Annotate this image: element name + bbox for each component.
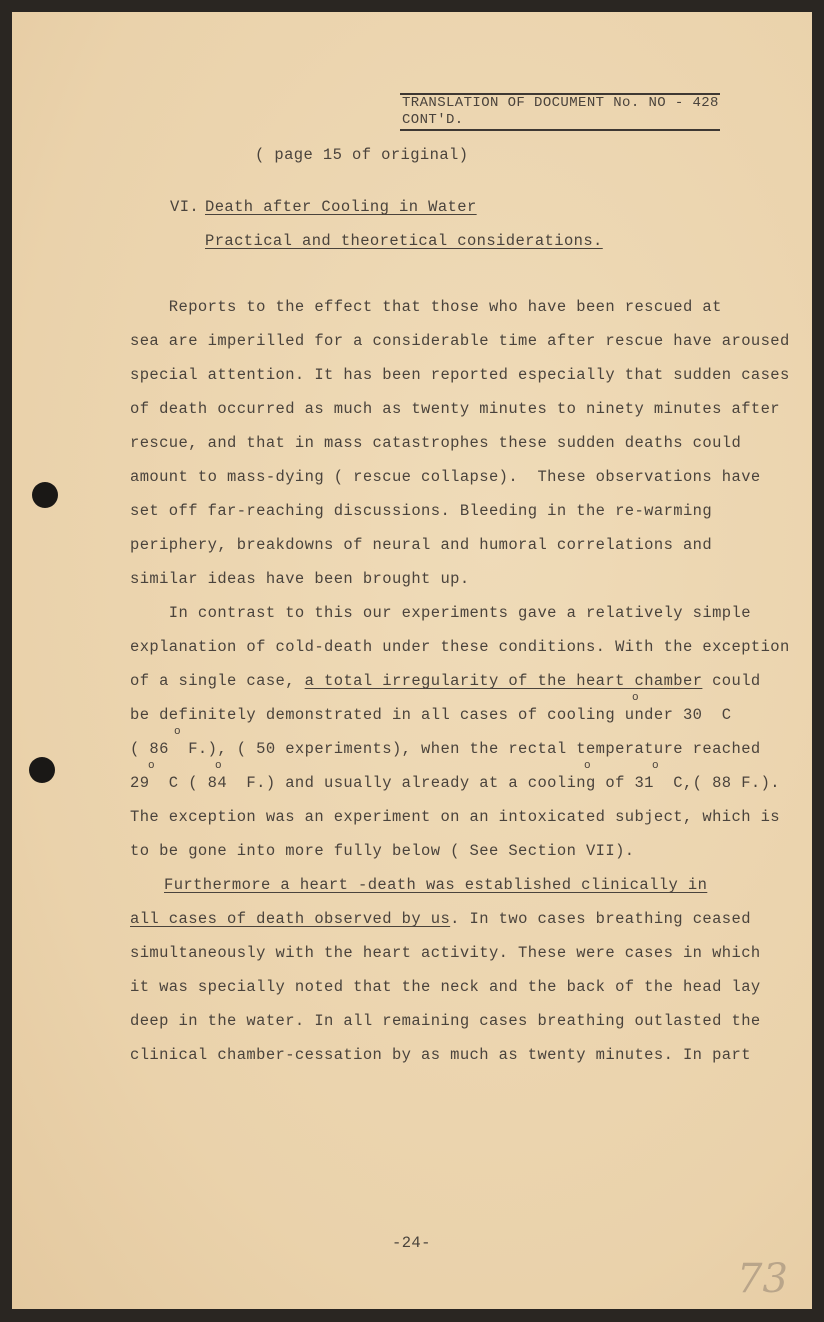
text-segment: of a single case, (130, 672, 305, 690)
text-line: deep in the water. In all remaining cases breathing outlasted the (130, 1012, 761, 1030)
text-line: The exception was an experiment on an intoxicated subject, which is (130, 808, 781, 826)
text-line-with-underline (130, 672, 761, 690)
text-line: amount to mass-dying ( rescue collapse). These observations have (130, 468, 761, 486)
text-line: similar ideas have been brought up. (130, 570, 470, 588)
section-title: Death after Cooling in Water (205, 198, 477, 216)
handwritten-page-number: 73 (737, 1256, 788, 1302)
degree-mark: o (584, 760, 591, 772)
degree-mark: o (215, 760, 222, 772)
header-rule-bottom (400, 129, 720, 131)
text-line: clinical chamber-cessation by as much as twenty minutes. In part (130, 1046, 751, 1064)
text-line: to be gone into more fully below ( See Section VII). (130, 842, 635, 860)
degree-mark: o (148, 760, 155, 772)
text-line: In contrast to this our experiments gave a relatively simple (130, 604, 751, 622)
document-page (12, 12, 812, 1309)
text-line: of death occurred as much as twenty minutes to ninety minutes after (130, 400, 781, 418)
underlined-text: Furthermore a heart -death was established clinically in (164, 876, 708, 894)
punch-hole-top (32, 482, 58, 508)
page-number: -24- (392, 1234, 431, 1252)
underlined-text: a total irregularity of the heart chamber (304, 672, 703, 690)
text-segment: . In two cases breathing ceased (450, 910, 751, 928)
text-line: 29 C ( 84 F.) and usually already at a cooling of 31 C,( 88 F.). (130, 774, 781, 792)
text-line: simultaneously with the heart activity. These were cases in which (130, 944, 761, 962)
document-header-line1: TRANSLATION OF DOCUMENT No. NO - 428 (402, 95, 719, 111)
text-line: set off far-reaching discussions. Bleeding in the re-warming (130, 502, 713, 520)
text-line: explanation of cold-death under these conditions. With the exception (130, 638, 790, 656)
page-reference: ( page 15 of original) (255, 146, 469, 164)
degree-mark: o (632, 692, 639, 704)
text-segment: could (702, 672, 761, 690)
punch-hole-bottom (29, 757, 55, 783)
text-line: be definitely demonstrated in all cases of cooling under 30 C (130, 706, 732, 724)
text-line: it was specially noted that the neck and the back of the head lay (130, 978, 761, 996)
section-number: VI. (170, 198, 200, 216)
underlined-text: all cases of death observed by us (130, 910, 451, 928)
text-line: periphery, breakdowns of neural and humoral correlations and (130, 536, 713, 554)
text-line: sea are imperilled for a considerable time after rescue have aroused (130, 332, 790, 350)
section-subtitle: Practical and theoretical considerations. (205, 232, 603, 250)
degree-mark: o (174, 726, 181, 738)
text-line: rescue, and that in mass catastrophes these sudden deaths could (130, 434, 742, 452)
text-line: special attention. It has been reported especially that sudden cases (130, 366, 790, 384)
degree-mark: o (652, 760, 659, 772)
text-line: Reports to the effect that those who have been rescued at (130, 298, 722, 316)
text-line: ( 86 F.), ( 50 experiments), when the rectal temperature reached (130, 740, 761, 758)
text-line-with-underline (130, 910, 751, 928)
document-header-line2: CONT'D. (402, 112, 464, 128)
